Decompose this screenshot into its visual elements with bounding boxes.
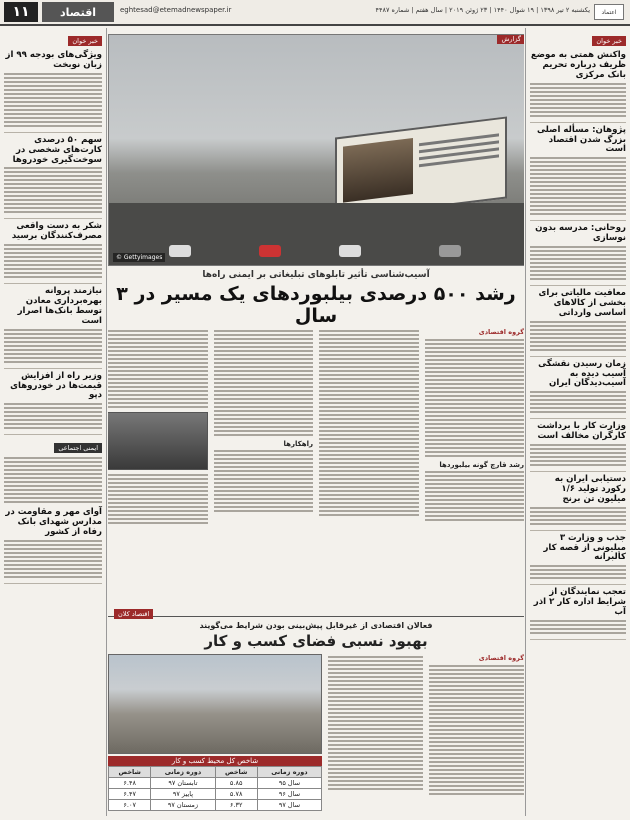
table-row (109, 800, 322, 811)
news-item (4, 219, 102, 284)
city-photo (108, 654, 322, 754)
news-item (530, 123, 626, 222)
table-cell: ۵.۸۵ (215, 778, 257, 789)
news-item-title: ویژگی‌های بودجه ۹۹ از زبان نوبخت (5, 50, 102, 70)
table-header: شاخص (109, 767, 151, 778)
business-index-title: شاخص کل محیط کسب و کار (108, 756, 322, 766)
news-item (4, 505, 102, 584)
news-item-title: معافیت مالیاتی برای بخشی از کالاهای اساسی وارداتی (538, 288, 626, 318)
news-item-title: تعجب نمایندگان از شرایط اداره کار ۲ اذر آب (533, 587, 626, 617)
main-overline: آسیب‌شناسی تأثیر تابلوهای تبلیغاتی بر ایمنی راه‌ها (202, 270, 430, 280)
table-cell: ۶.۰۷ (109, 800, 151, 811)
news-item (530, 419, 626, 472)
table-cell: ۶.۳۲ (215, 800, 257, 811)
right-kicker: خبر خوان (592, 36, 626, 46)
header-date: یکشنبه ۲ تیر ۱۳۹۸ | ۱۹ شوال ۱۴۴۰ | ۲۳ ژوئن ۲۰۱۹ | سال هفتم | شماره ۴۴۸۷ (375, 6, 590, 14)
news-item-title: آوای مهر و مقاومت در مدارس شهدای بانک رفاه از کشور (5, 507, 102, 537)
news-item-title: شکر به دست واقعی مصرف‌کنندگان برسید (11, 221, 102, 242)
newspaper-logo: اعتماد (594, 4, 624, 20)
news-item-title: پژوهان: مسأله اصلی بزرگ شدن اقتصاد است (536, 124, 626, 155)
header-email: eghtesad@etemadnewspaper.ir (120, 6, 232, 14)
right-news-column (525, 28, 626, 816)
table-cell: سال ۹۵ (257, 778, 321, 789)
news-item (530, 585, 626, 640)
table-cell: ۶.۴۷ (109, 789, 151, 800)
table-row (109, 778, 322, 789)
second-kicker: اقتصاد کلان (114, 609, 153, 619)
table-cell: سال ۹۶ (257, 789, 321, 800)
table-header: دوره زمانی (257, 767, 321, 778)
news-item (530, 531, 626, 586)
news-item (4, 48, 102, 133)
second-article (108, 610, 524, 816)
page-header (0, 0, 630, 26)
news-item-title: وزارت کار با برداشت کارگران مخالف است (537, 421, 626, 442)
news-item (530, 48, 626, 123)
table-cell: ۵.۷۸ (215, 789, 257, 800)
news-item (4, 284, 102, 369)
road-graphic (109, 203, 524, 265)
news-item-title: واکنش همتی به موضع ظریف درباره تحریم بانک مرکزی (530, 50, 626, 80)
news-item (530, 221, 626, 286)
left-news-column (4, 28, 107, 816)
photo-label: گزارش (497, 34, 524, 44)
table-cell: پاییز ۹۷ (151, 789, 215, 800)
table-header: شاخص (215, 767, 257, 778)
news-item (530, 286, 626, 357)
news-item-title: زمان رسیدن نقشگی آسیب دیده به آسیب‌دیدگان ایران (538, 358, 626, 389)
main-headline: رشد ۵۰۰ درصدی بیلبوردهای یک مسیر در ۳ سال (116, 283, 516, 327)
second-headline: بهبود نسبی فضای کسب و کار (204, 632, 428, 650)
page-number: ۱۱ (4, 2, 38, 22)
news-item (4, 369, 102, 436)
billboard-photo (108, 34, 524, 266)
news-item-title: وزیر راه از افزایش قیمت‌ها در خودروهای دپو (10, 370, 102, 401)
main-subhead: رشد قارچ گونه بیلبوردها (439, 461, 524, 469)
news-item-title: دستیابی ایران به رکورد تولید ۱/۶ میلیون تن برنج (554, 474, 626, 504)
news-item-title: روحانی: مدرسه بدون نوسازی (535, 223, 626, 244)
main-headline-block (108, 270, 524, 331)
left-kicker: خبر خوان (68, 36, 102, 46)
photo-credit: © Gettyimages (113, 253, 165, 262)
table-header: دوره زمانی (151, 767, 215, 778)
main-subhead: راهکارها (283, 440, 313, 448)
table-cell: ۶.۴۸ (109, 778, 151, 789)
main-article-body (108, 328, 524, 613)
section-title: اقتصاد (42, 2, 114, 22)
business-index-table (108, 766, 322, 811)
second-byline: گروه اقتصادی (478, 654, 524, 662)
table-cell: تابستان ۹۷ (151, 778, 215, 789)
main-byline: گروه اقتصادی (478, 328, 524, 336)
table-cell: سال ۹۷ (257, 800, 321, 811)
news-item (530, 472, 626, 531)
left-kicker-bottom: ایمنی اجتماعی (54, 443, 102, 453)
second-overline: فعالان اقتصادی از غیرقابل پیش‌بینی بودن شرایط می‌گویند (199, 621, 433, 630)
news-item-title: سهم ۵۰ درصدی کارت‌های شخصی در سوخت‌گیری خودروها (12, 134, 102, 165)
table-cell: زمستان ۹۷ (151, 800, 215, 811)
news-item (4, 133, 102, 220)
main-content (108, 28, 524, 816)
news-item-title: جذب و وزارت ۳ میلیونی از قصه کار کالبرانه (543, 532, 626, 563)
second-media (108, 654, 322, 816)
table-row (109, 789, 322, 800)
news-item (530, 357, 626, 420)
news-item-title: نیازمند پروانه بهره‌برداری معادن توسط بانک‌ها اصرار است (17, 286, 102, 326)
inset-photo (108, 412, 208, 470)
